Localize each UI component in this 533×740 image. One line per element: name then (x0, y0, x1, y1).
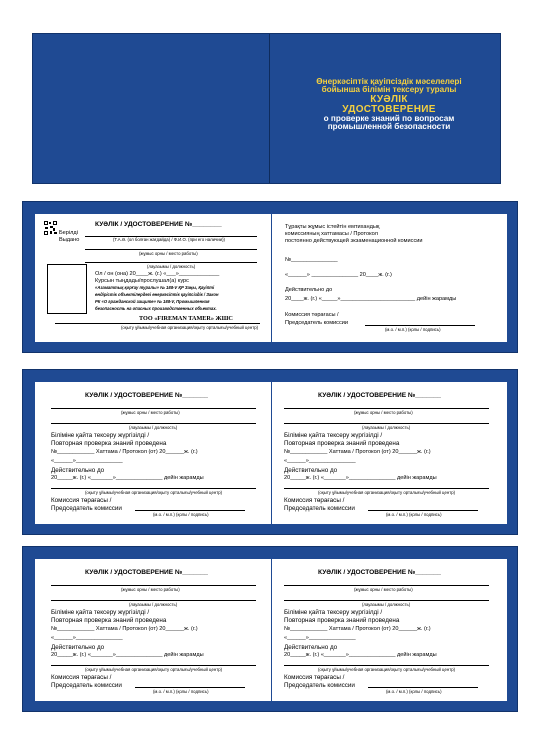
recheck-kz: Біліміне қайта тексеру жүргізілді / (51, 609, 150, 616)
renewal-sign-caption: (м.о. / м.п.) (қолы / подпись) (153, 689, 209, 694)
recheck-ru: Повторная проверка знаний проведена (51, 440, 167, 447)
recheck-ru: Повторная проверка знаний проведена (51, 617, 167, 624)
renewal-valid-line: 20_____ж. (г.) «_______»_______________ дейін жарамды (51, 475, 204, 481)
renewal-date: «______»_______________ (51, 635, 123, 641)
renewal-date: «______»_______________ (51, 458, 123, 464)
valid-until-line: 20____ж. (г.) «_____»________________________ дейін жарамды (285, 296, 457, 302)
renewal-position-caption: (лауазымы / должность) (362, 602, 411, 607)
renewal-card-2-fold (271, 559, 272, 701)
renewal-position-caption: (лауазымы / должность) (129, 602, 178, 607)
renewal-card-1-inner (35, 382, 507, 524)
work-caption: (жұмыс орны / место работы) (139, 251, 198, 256)
cover-fold (269, 34, 270, 183)
photo-box (47, 264, 87, 314)
renewal-org-caption: (оқыту ұйымы/учебная организация/оқыту орталығы/учебный центр) (318, 667, 456, 672)
renewal-chair-ru: Председатель комиссии (284, 505, 355, 512)
valid-until-label: Действительно до (285, 287, 333, 293)
renewal-chair-kz: Комиссия төрағасы / (284, 674, 345, 681)
renewal-chair-kz: Комиссия төрағасы / (51, 674, 112, 681)
renewal-heading: КУӘЛІК / УДОСТОВЕРЕНИЕ №_______ (85, 569, 208, 576)
renewal-work-caption: (жұмыс орны / место работы) (121, 410, 180, 415)
renewal-position-caption: (лауазымы / должность) (362, 425, 411, 430)
renewal-date: «______»_______________ (284, 458, 356, 464)
issued-ru: Выдано (59, 237, 80, 243)
renewal-sign-caption: (м.о. / м.п.) (қолы / подпись) (153, 512, 209, 517)
renewal-valid-label: Действительно до (51, 467, 105, 474)
renewal-protocol: №____________ Хаттама / Протокол (от) 20______ж. (г.) (51, 449, 198, 455)
commission-line-1: Тұрақты жұмыс істейтін емтихандық (285, 224, 380, 230)
commission-line-3: постоянно действующей экзаменационной комиссии (285, 238, 423, 244)
organization-caption: (оқыту ұйымы/учебная организация/оқыту орталығы/учебный центр) (121, 325, 259, 330)
renewal-valid-line: 20_____ж. (г.) «_______»_______________ дейін жарамды (51, 652, 204, 658)
renewal-date: «______»_______________ (284, 635, 356, 641)
chair-kz: Комиссия төрағасы / (285, 312, 339, 318)
renewal-valid-line: 20_____ж. (г.) «_______»_______________ дейін жарамды (284, 475, 437, 481)
renewal-protocol: №____________ Хаттама / Протокол (от) 20______ж. (г.) (284, 626, 431, 632)
course-label: Курсын тыңдады/прослушал(а) курс (95, 278, 189, 284)
certificate-heading: КУӘЛІК / УДОСТОВЕРЕНИЕ №________ (95, 221, 222, 228)
recheck-kz: Біліміне қайта тексеру жүргізілді / (51, 432, 150, 439)
issued-kz: Берілді (59, 230, 78, 236)
chair-ru: Председатель комиссии (285, 320, 349, 326)
law-line-2: өндірістік объектілердегі өнеркәсіптік қауіпсіздік / Закон (95, 292, 219, 297)
renewal-card-2-inner (35, 559, 507, 701)
fio-caption: (Т.А.Ә. (ол болған жағдайда) / Ф.И.О. (при его наличии)) (113, 237, 225, 242)
position-caption: (лауазымы / должность) (147, 264, 196, 269)
renewal-protocol: №____________ Хаттама / Протокол (от) 20______ж. (г.) (284, 449, 431, 455)
recheck-ru: Повторная проверка знаний проведена (284, 617, 400, 624)
commission-line-2: комиссияның хаттамасы / Протокол (285, 231, 378, 237)
protocol-number: №_______________ (285, 257, 338, 263)
renewal-chair-kz: Комиссия төрағасы / (284, 497, 345, 504)
law-line-4: безопасность на опасных производственных объектах. (95, 306, 217, 311)
cover-spread (32, 33, 501, 184)
recheck-kz: Біліміне қайта тексеру жүргізілді / (284, 432, 383, 439)
renewal-heading: КУӘЛІК / УДОСТОВЕРЕНИЕ №_______ (318, 569, 441, 576)
recheck-ru: Повторная проверка знаний проведена (284, 440, 400, 447)
organization-name: ТОО «FIREMAN TAMER» ЖШС (139, 315, 233, 322)
cover-title (283, 78, 495, 132)
recheck-kz: Біліміне қайта тексеру жүргізілді / (284, 609, 383, 616)
renewal-sign-caption: (м.о. / м.п.) (қолы / подпись) (386, 512, 442, 517)
course-date: Ол / он (она) 20____ж. (г.) «___»_____________ (95, 271, 220, 277)
renewal-valid-label: Действительно до (51, 644, 105, 651)
certificate-fold (271, 214, 272, 342)
renewal-org-caption: (оқыту ұйымы/учебная организация/оқыту орталығы/учебный центр) (318, 490, 456, 495)
certificate-card (22, 201, 518, 353)
cover-ru-title: УДОСТОВЕРЕНИЕ (342, 103, 436, 115)
law-line-3: РК «О гражданской защите» № 188-V, Промышленная (95, 299, 210, 304)
renewal-sign-caption: (м.о. / м.п.) (қолы / подпись) (386, 689, 442, 694)
renewal-heading: КУӘЛІК / УДОСТОВЕРЕНИЕ №_______ (318, 392, 441, 399)
renewal-chair-ru: Председатель комиссии (51, 505, 122, 512)
renewal-position-caption: (лауазымы / должность) (129, 425, 178, 430)
renewal-work-caption: (жұмыс орны / место работы) (354, 410, 413, 415)
renewal-org-caption: (оқыту ұйымы/учебная организация/оқыту орталығы/учебный центр) (85, 490, 223, 495)
renewal-valid-label: Действительно до (284, 644, 338, 651)
certificate-inner (35, 214, 507, 342)
renewal-card-2 (22, 546, 518, 712)
renewal-card-1-fold (271, 382, 272, 524)
cover-ru-line-2: промышленной безопасности (327, 122, 451, 132)
renewal-card-1 (22, 369, 518, 535)
renewal-heading: КУӘЛІК / УДОСТОВЕРЕНИЕ №_______ (85, 392, 208, 399)
qr-code-icon (44, 221, 57, 235)
law-line-1: «Азаматтық қорғау туралы» № 188-V ҚР Заңы, Қауіпті (95, 285, 215, 290)
renewal-valid-line: 20_____ж. (г.) «_______»_______________ дейін жарамды (284, 652, 437, 658)
renewal-chair-ru: Председатель комиссии (51, 682, 122, 689)
cover-line-1: Өнеркәсіптік қауіпсіздік мәселелері (316, 77, 462, 86)
renewal-chair-ru: Председатель комиссии (284, 682, 355, 689)
renewal-chair-kz: Комиссия төрағасы / (51, 497, 112, 504)
cover-line-2: бойынша білімін тексеру туралы (321, 85, 457, 95)
cover-kz-title: КУӘЛІК (370, 93, 408, 105)
protocol-date: «______» _______________ 20____ж. (г.) (285, 272, 392, 278)
renewal-org-caption: (оқыту ұйымы/учебная организация/оқыту орталығы/учебный центр) (85, 667, 223, 672)
sign-caption: (м.о. / м.п.) (қолы / подпись) (385, 327, 441, 332)
renewal-work-caption: (жұмыс орны / место работы) (121, 587, 180, 592)
renewal-valid-label: Действительно до (284, 467, 338, 474)
cover-ru-line-1: о проверке знаний по вопросам (323, 114, 455, 124)
renewal-protocol: №____________ Хаттама / Протокол (от) 20______ж. (г.) (51, 626, 198, 632)
renewal-work-caption: (жұмыс орны / место работы) (354, 587, 413, 592)
